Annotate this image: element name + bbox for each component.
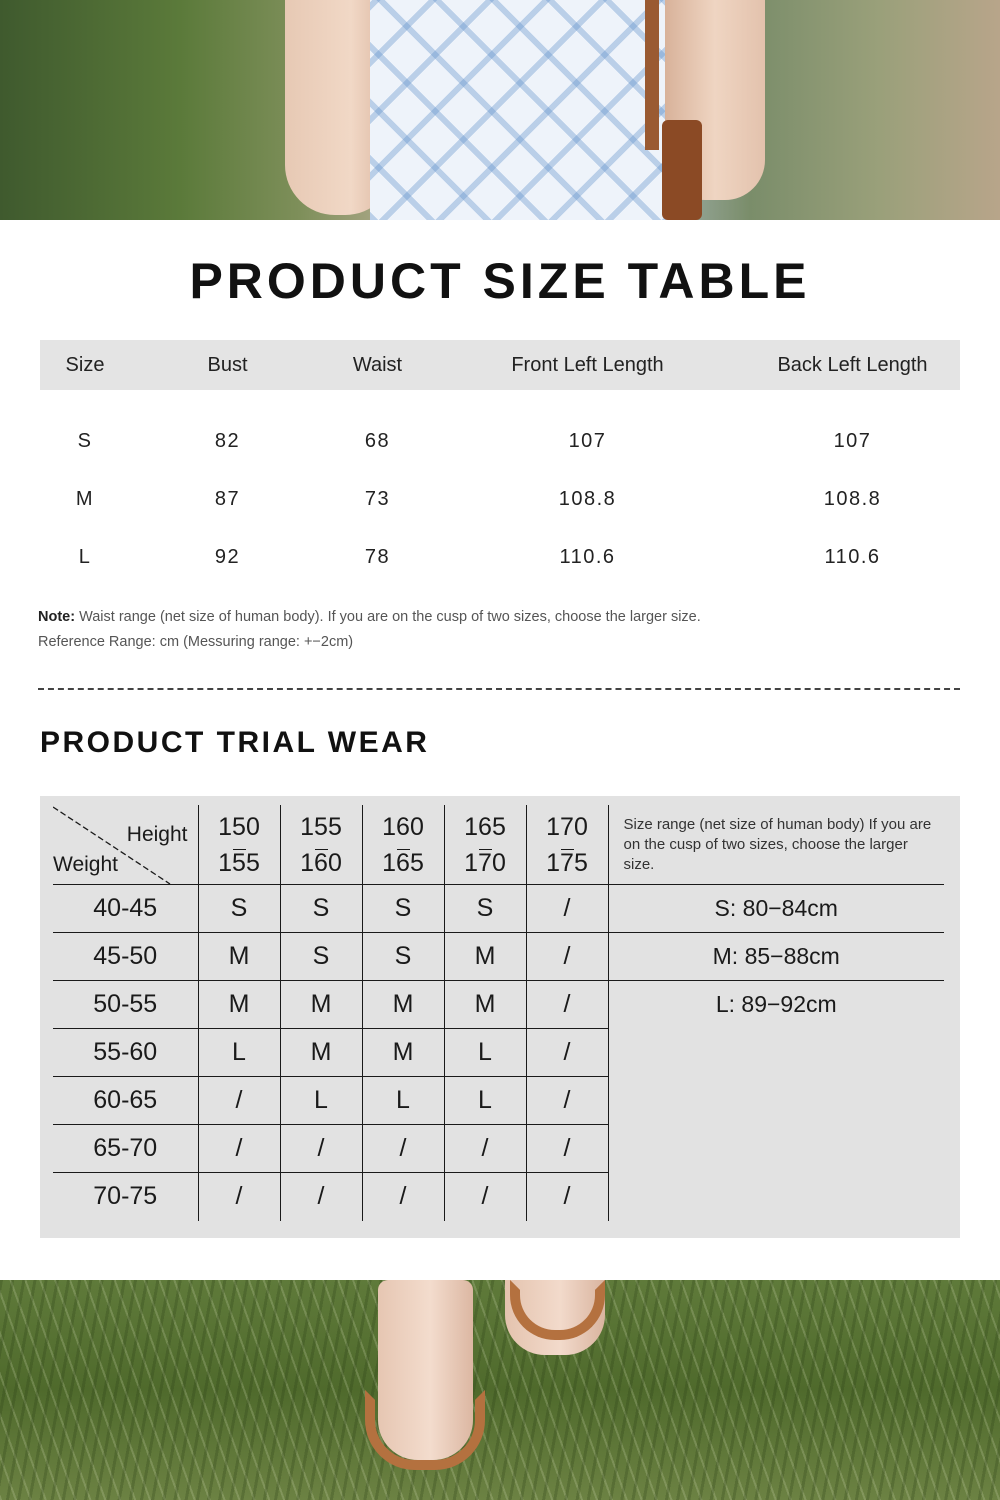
- size-table-header: [40, 340, 960, 390]
- size-range-note-cell: [608, 805, 944, 885]
- size-cell: /: [280, 1125, 362, 1173]
- table-row: [53, 981, 944, 1029]
- table-row: [53, 885, 944, 933]
- height-top: 150: [218, 812, 260, 841]
- trial-wear-table: [53, 805, 944, 1221]
- weight-cell: 50-55: [53, 981, 198, 1029]
- range-dash: [397, 849, 410, 850]
- height-col-155: [280, 805, 362, 885]
- cell-front-length: 110.6: [559, 545, 616, 568]
- height-col-160: [362, 805, 444, 885]
- height-bottom: 155: [218, 848, 260, 877]
- cell-bust: 87: [214, 487, 241, 510]
- note-line: [38, 605, 968, 630]
- reference-range: Reference Range: cm (Messuring range: +−2cm): [38, 634, 354, 650]
- cell-back-length: 108.8: [823, 487, 882, 510]
- size-cell: S: [280, 933, 362, 981]
- range-dash: [233, 849, 246, 850]
- weight-cell: 65-70: [53, 1125, 198, 1173]
- height-top: 155: [300, 812, 342, 841]
- cell-back-length: 107: [833, 429, 872, 452]
- size-cell: M: [280, 981, 362, 1029]
- weight-cell: 60-65: [53, 1077, 198, 1125]
- weight-cell: 55-60: [53, 1029, 198, 1077]
- size-table-body: [40, 412, 960, 586]
- size-range-note: Size range (net size of human body) If you are on the cusp of two sizes, choose the larger size.: [623, 815, 932, 873]
- header-waist: Waist: [352, 353, 403, 376]
- cell-front-length: 107: [568, 429, 607, 452]
- size-cell: /: [526, 885, 608, 933]
- size-cell: /: [444, 1125, 526, 1173]
- size-cell: M: [280, 1029, 362, 1077]
- height-top: 170: [546, 812, 588, 841]
- header-back-left-length: Back Left Length: [777, 353, 928, 376]
- range-l: L: 89−92cm: [608, 981, 944, 1221]
- leather-bag: [662, 120, 702, 220]
- size-cell: /: [280, 1173, 362, 1221]
- cell-bust: 82: [214, 429, 241, 452]
- size-cell: L: [444, 1077, 526, 1125]
- size-cell: /: [362, 1173, 444, 1221]
- table-row: [40, 412, 960, 470]
- size-cell: M: [198, 981, 280, 1029]
- size-note: [38, 605, 968, 655]
- size-cell: S: [444, 885, 526, 933]
- size-cell: /: [526, 981, 608, 1029]
- cell-size: L: [78, 545, 92, 568]
- size-cell: /: [526, 1077, 608, 1125]
- range-dash: [315, 849, 328, 850]
- height-label: Height: [126, 823, 188, 846]
- size-cell: S: [198, 885, 280, 933]
- size-table: [40, 340, 960, 586]
- size-cell: L: [280, 1077, 362, 1125]
- height-col-170: [526, 805, 608, 885]
- bag-strap: [645, 0, 659, 150]
- size-cell: /: [526, 1029, 608, 1077]
- note-label: Note:: [38, 609, 76, 625]
- cell-waist: 68: [364, 429, 391, 452]
- range-s: S: 80−84cm: [608, 885, 944, 933]
- size-cell: /: [198, 1125, 280, 1173]
- range-dash: [479, 849, 492, 850]
- trial-header-row: [53, 805, 944, 885]
- size-cell: /: [362, 1125, 444, 1173]
- plaid-dress: [370, 0, 670, 220]
- size-cell: L: [198, 1029, 280, 1077]
- size-cell: M: [362, 1029, 444, 1077]
- weight-cell: 70-75: [53, 1173, 198, 1221]
- size-cell: M: [444, 981, 526, 1029]
- table-row: [53, 933, 944, 981]
- height-weight-corner: [53, 805, 198, 885]
- size-cell: /: [198, 1077, 280, 1125]
- dashed-divider: [38, 688, 960, 690]
- cell-waist: 73: [364, 487, 391, 510]
- size-cell: L: [362, 1077, 444, 1125]
- table-row: [40, 528, 960, 586]
- height-bottom: 170: [464, 848, 506, 877]
- note-text: Waist range (net size of human body). If you are on the cusp of two sizes, choose the larger size.: [79, 609, 701, 625]
- table-row: [40, 470, 960, 528]
- flip-flop-sandal: [365, 1390, 485, 1470]
- header-bust: Bust: [207, 353, 248, 376]
- size-cell: S: [362, 885, 444, 933]
- height-bottom: 175: [546, 848, 588, 877]
- size-cell: M: [444, 933, 526, 981]
- cell-bust: 92: [214, 545, 241, 568]
- bottom-product-photo: [0, 1280, 1000, 1500]
- range-dash: [561, 849, 574, 850]
- top-product-photo: [0, 0, 1000, 220]
- trial-wear-title: PRODUCT TRIAL WEAR: [40, 726, 430, 759]
- cell-front-length: 108.8: [558, 487, 617, 510]
- cell-size: S: [77, 429, 93, 452]
- weight-cell: 45-50: [53, 933, 198, 981]
- header-front-left-length: Front Left Length: [511, 353, 664, 376]
- range-m: M: 85−88cm: [608, 933, 944, 981]
- size-cell: M: [198, 933, 280, 981]
- height-col-165: [444, 805, 526, 885]
- size-cell: /: [526, 933, 608, 981]
- size-cell: S: [280, 885, 362, 933]
- size-cell: S: [362, 933, 444, 981]
- size-cell: L: [444, 1029, 526, 1077]
- page-title: PRODUCT SIZE TABLE: [189, 253, 811, 309]
- cell-waist: 78: [364, 545, 391, 568]
- cell-size: M: [75, 487, 95, 510]
- height-bottom: 165: [382, 848, 424, 877]
- weight-cell: 40-45: [53, 885, 198, 933]
- header-size: Size: [65, 353, 105, 376]
- size-cell: M: [362, 981, 444, 1029]
- weight-label: Weight: [53, 853, 118, 876]
- cell-back-length: 110.6: [824, 545, 881, 568]
- height-col-150: [198, 805, 280, 885]
- height-bottom: 160: [300, 848, 342, 877]
- height-top: 165: [464, 812, 506, 841]
- size-cell: /: [526, 1125, 608, 1173]
- size-cell: /: [526, 1173, 608, 1221]
- size-cell: /: [444, 1173, 526, 1221]
- height-top: 160: [382, 812, 424, 841]
- size-cell: /: [198, 1173, 280, 1221]
